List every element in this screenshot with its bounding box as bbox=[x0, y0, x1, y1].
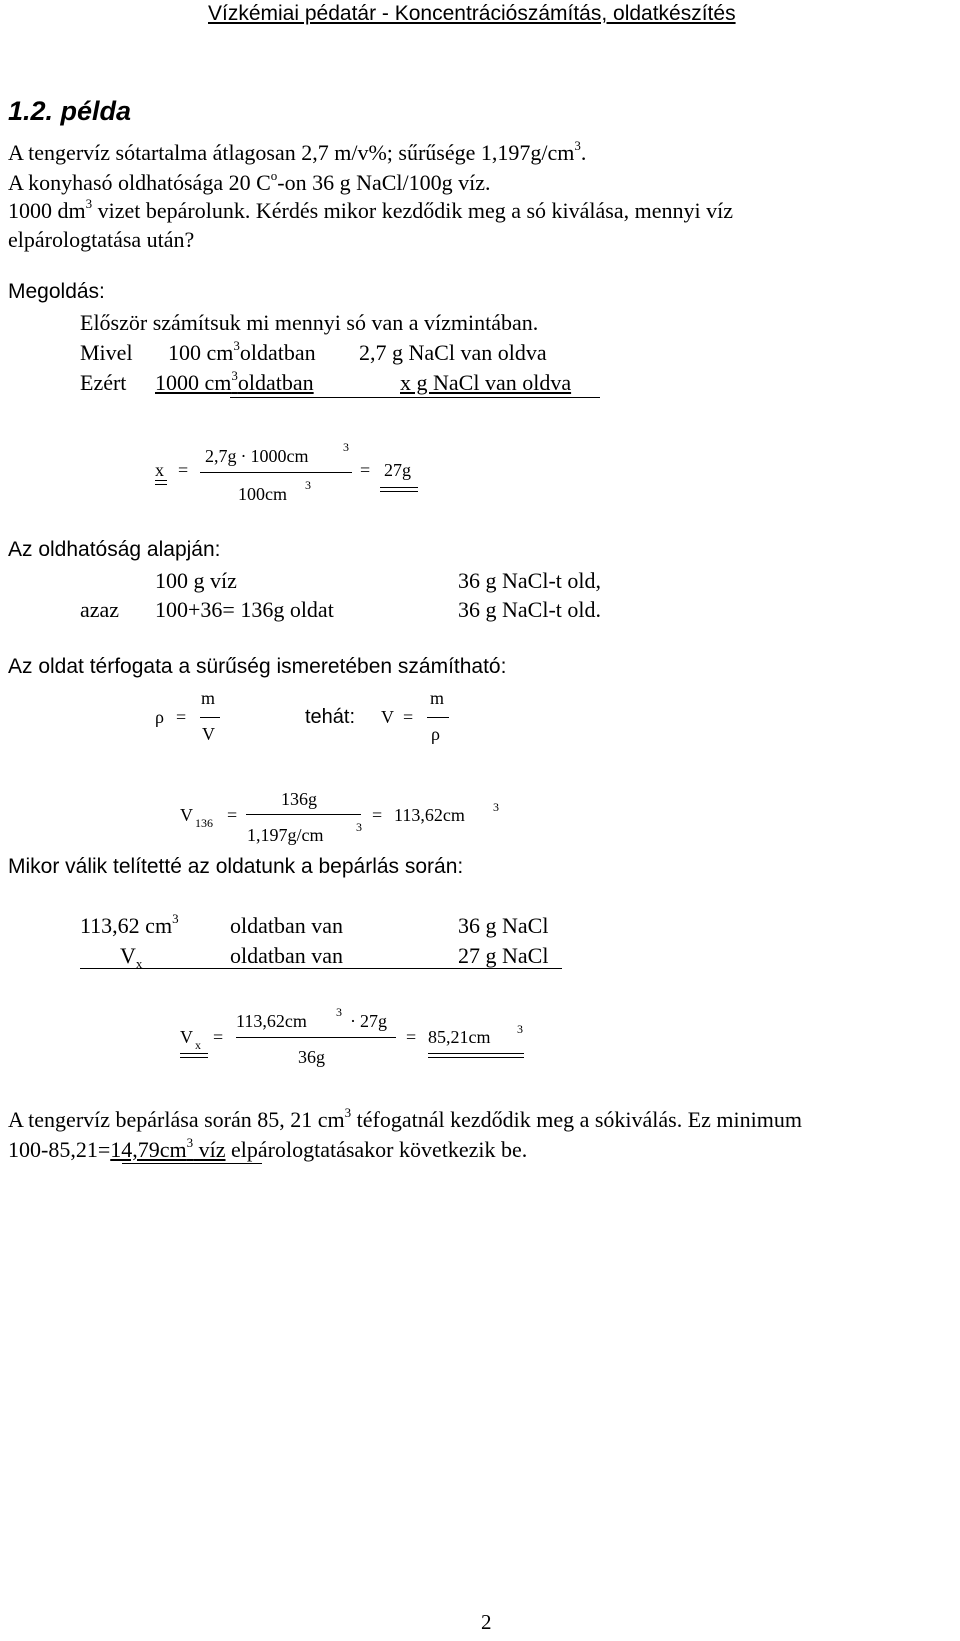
solution-label: Megoldás: bbox=[8, 280, 105, 303]
rho-symbol: ρ bbox=[155, 707, 164, 727]
eq2-fraction-bar bbox=[246, 814, 361, 815]
eq2-equals: = bbox=[227, 805, 238, 825]
tehat-label: tehát: bbox=[305, 706, 356, 728]
saturation-underline bbox=[80, 968, 562, 969]
problem-text: A tengervíz sótartalma átlagosan 2,7 m/v%; sűrűsége 1,197g/cm bbox=[8, 140, 575, 165]
problem-line-1 bbox=[8, 140, 586, 166]
eq1-fraction-bar bbox=[200, 472, 352, 473]
saturation-row-2-volume: $V_x$ bbox=[120, 943, 143, 971]
eq3-denominator: 36g bbox=[298, 1047, 325, 1067]
conclusion-result-second-underline bbox=[122, 1163, 262, 1164]
eq1-equals: = bbox=[178, 460, 189, 480]
row-word: Mivel bbox=[80, 340, 133, 365]
proportion-row-2 bbox=[80, 370, 600, 396]
eq3-lhs: V $_x$ bbox=[180, 1027, 201, 1052]
superscript: 3 bbox=[343, 440, 349, 454]
superscript: 3 bbox=[493, 800, 499, 814]
superscript: 3 bbox=[305, 478, 311, 492]
superscript: 3 bbox=[356, 820, 362, 834]
problem-line-3 bbox=[8, 198, 733, 224]
eq3-fraction-bar bbox=[236, 1037, 396, 1038]
page-number: 2 bbox=[481, 1610, 492, 1634]
eq1-denominator: 100cm bbox=[238, 484, 287, 504]
rho-equals: = bbox=[176, 707, 187, 727]
saturation-row-1-text: oldatban van bbox=[230, 913, 344, 938]
eq3-result: 85,21cm bbox=[428, 1027, 491, 1047]
solubility-row-1: 100 g víz bbox=[155, 568, 237, 593]
saturation-row-2-text: oldatban van bbox=[230, 943, 344, 968]
solubility-row-2-value: 36 g NaCl-t old. bbox=[458, 597, 601, 622]
eq2-numerator: 136g bbox=[281, 789, 317, 809]
row-amount: x g NaCl van oldva bbox=[400, 370, 572, 395]
conclusion-line-1: A tengervíz bepárlása során 85, 21 $cm^3$ téfogatnál kezdődik meg a sókiválás. Ez minimum bbox=[8, 1105, 802, 1132]
problem-text: -on 36 g NaCl/100g víz. bbox=[277, 170, 491, 195]
eq2-result: 113,62cm bbox=[394, 805, 465, 825]
eq2-lhs: V $_{136}$ bbox=[180, 805, 213, 830]
row-amount: 2,7 g NaCl van oldva bbox=[359, 340, 547, 365]
eq1-equals-2: = bbox=[360, 460, 371, 480]
solubility-row-2: 100+36= 136g oldat bbox=[155, 597, 334, 622]
eq1-numerator: 2,7g · 1000cm bbox=[205, 446, 309, 466]
row-volume: 100 $cm^3oldatban$ bbox=[168, 338, 316, 365]
proportion-row-1 bbox=[80, 340, 600, 366]
solubility-label: Az oldhatóság alapján: bbox=[8, 538, 221, 561]
conclusion-line-2 bbox=[8, 1137, 527, 1163]
v-symbol: V bbox=[381, 707, 394, 727]
eq3-numerator: 113,62cm bbox=[236, 1011, 307, 1031]
superscript: 3 bbox=[85, 196, 93, 211]
eq1-result: 27g bbox=[384, 460, 411, 480]
saturation-row-2-amount: 27 g NaCl bbox=[458, 943, 549, 968]
problem-text: A konyhasó oldhatósága 20 C bbox=[8, 170, 271, 195]
v-fraction-bar bbox=[427, 717, 449, 718]
period: . bbox=[580, 140, 587, 165]
eq3-equals-2: = bbox=[406, 1027, 417, 1047]
problem-line-4: elpárologtatása után? bbox=[8, 227, 195, 252]
row-volume: 1000 $cm^3oldatban$ bbox=[155, 368, 314, 395]
eq1-lhs-double-underline bbox=[155, 480, 167, 485]
solubility-row-1-value: 36 g NaCl-t old, bbox=[458, 568, 601, 593]
superscript: 3 bbox=[517, 1022, 523, 1036]
saturation-row-1-amount: 36 g NaCl bbox=[458, 913, 549, 938]
volume-label: Az oldat térfogata a sürűség ismeretében számítható: bbox=[8, 655, 507, 678]
eq3-equals: = bbox=[213, 1027, 224, 1047]
rho-denominator: V bbox=[202, 724, 215, 744]
v-equals: = bbox=[403, 707, 414, 727]
rho-fraction-bar bbox=[200, 717, 220, 718]
eq2-equals-2: = bbox=[372, 805, 383, 825]
eq3-lhs-double-underline bbox=[180, 1053, 208, 1058]
page-header: Vízkémiai pédatár - Koncentrációszámítás, oldatkészítés bbox=[208, 2, 736, 25]
rho-numerator: m bbox=[201, 688, 216, 708]
problem-line-2 bbox=[8, 170, 491, 196]
conclusion-text: elpárologtatásakor következik be. bbox=[225, 1137, 528, 1162]
eq1-lhs: x bbox=[155, 460, 164, 480]
proportion-underline bbox=[230, 397, 600, 398]
conclusion-text: 100-85,21= bbox=[8, 1137, 111, 1162]
degree-superscript: o bbox=[270, 168, 278, 183]
superscript: 3 bbox=[574, 138, 581, 153]
row-word: Ezért bbox=[80, 370, 127, 395]
superscript: 3 bbox=[336, 1005, 342, 1019]
saturation-row-1-volume: 113,62 $cm^3$ bbox=[80, 911, 179, 938]
problem-text: vizet bepárolunk. Kérdés mikor kezdődik meg a só kiválása, mennyi víz bbox=[92, 198, 733, 223]
eq3-numerator-b: · 27g bbox=[350, 1011, 387, 1031]
problem-text: 1000 dm bbox=[8, 198, 86, 223]
solubility-row-2-prefix: azaz bbox=[80, 597, 120, 622]
eq1-result-double-underline bbox=[380, 487, 418, 492]
eq3-result-double-underline bbox=[428, 1053, 524, 1058]
v-numerator: m bbox=[430, 688, 445, 708]
solution-intro: Először számítsuk mi mennyi só van a vízmintában. bbox=[80, 310, 539, 335]
eq2-denominator: 1,197g/cm bbox=[247, 825, 324, 845]
conclusion-result: $14,79cm^3$ víz bbox=[110, 1135, 226, 1162]
example-title: 1.2. példa bbox=[8, 96, 132, 126]
v-denominator: ρ bbox=[431, 724, 440, 744]
saturation-label: Mikor válik telítetté az oldatunk a bepárlás során: bbox=[8, 855, 464, 878]
